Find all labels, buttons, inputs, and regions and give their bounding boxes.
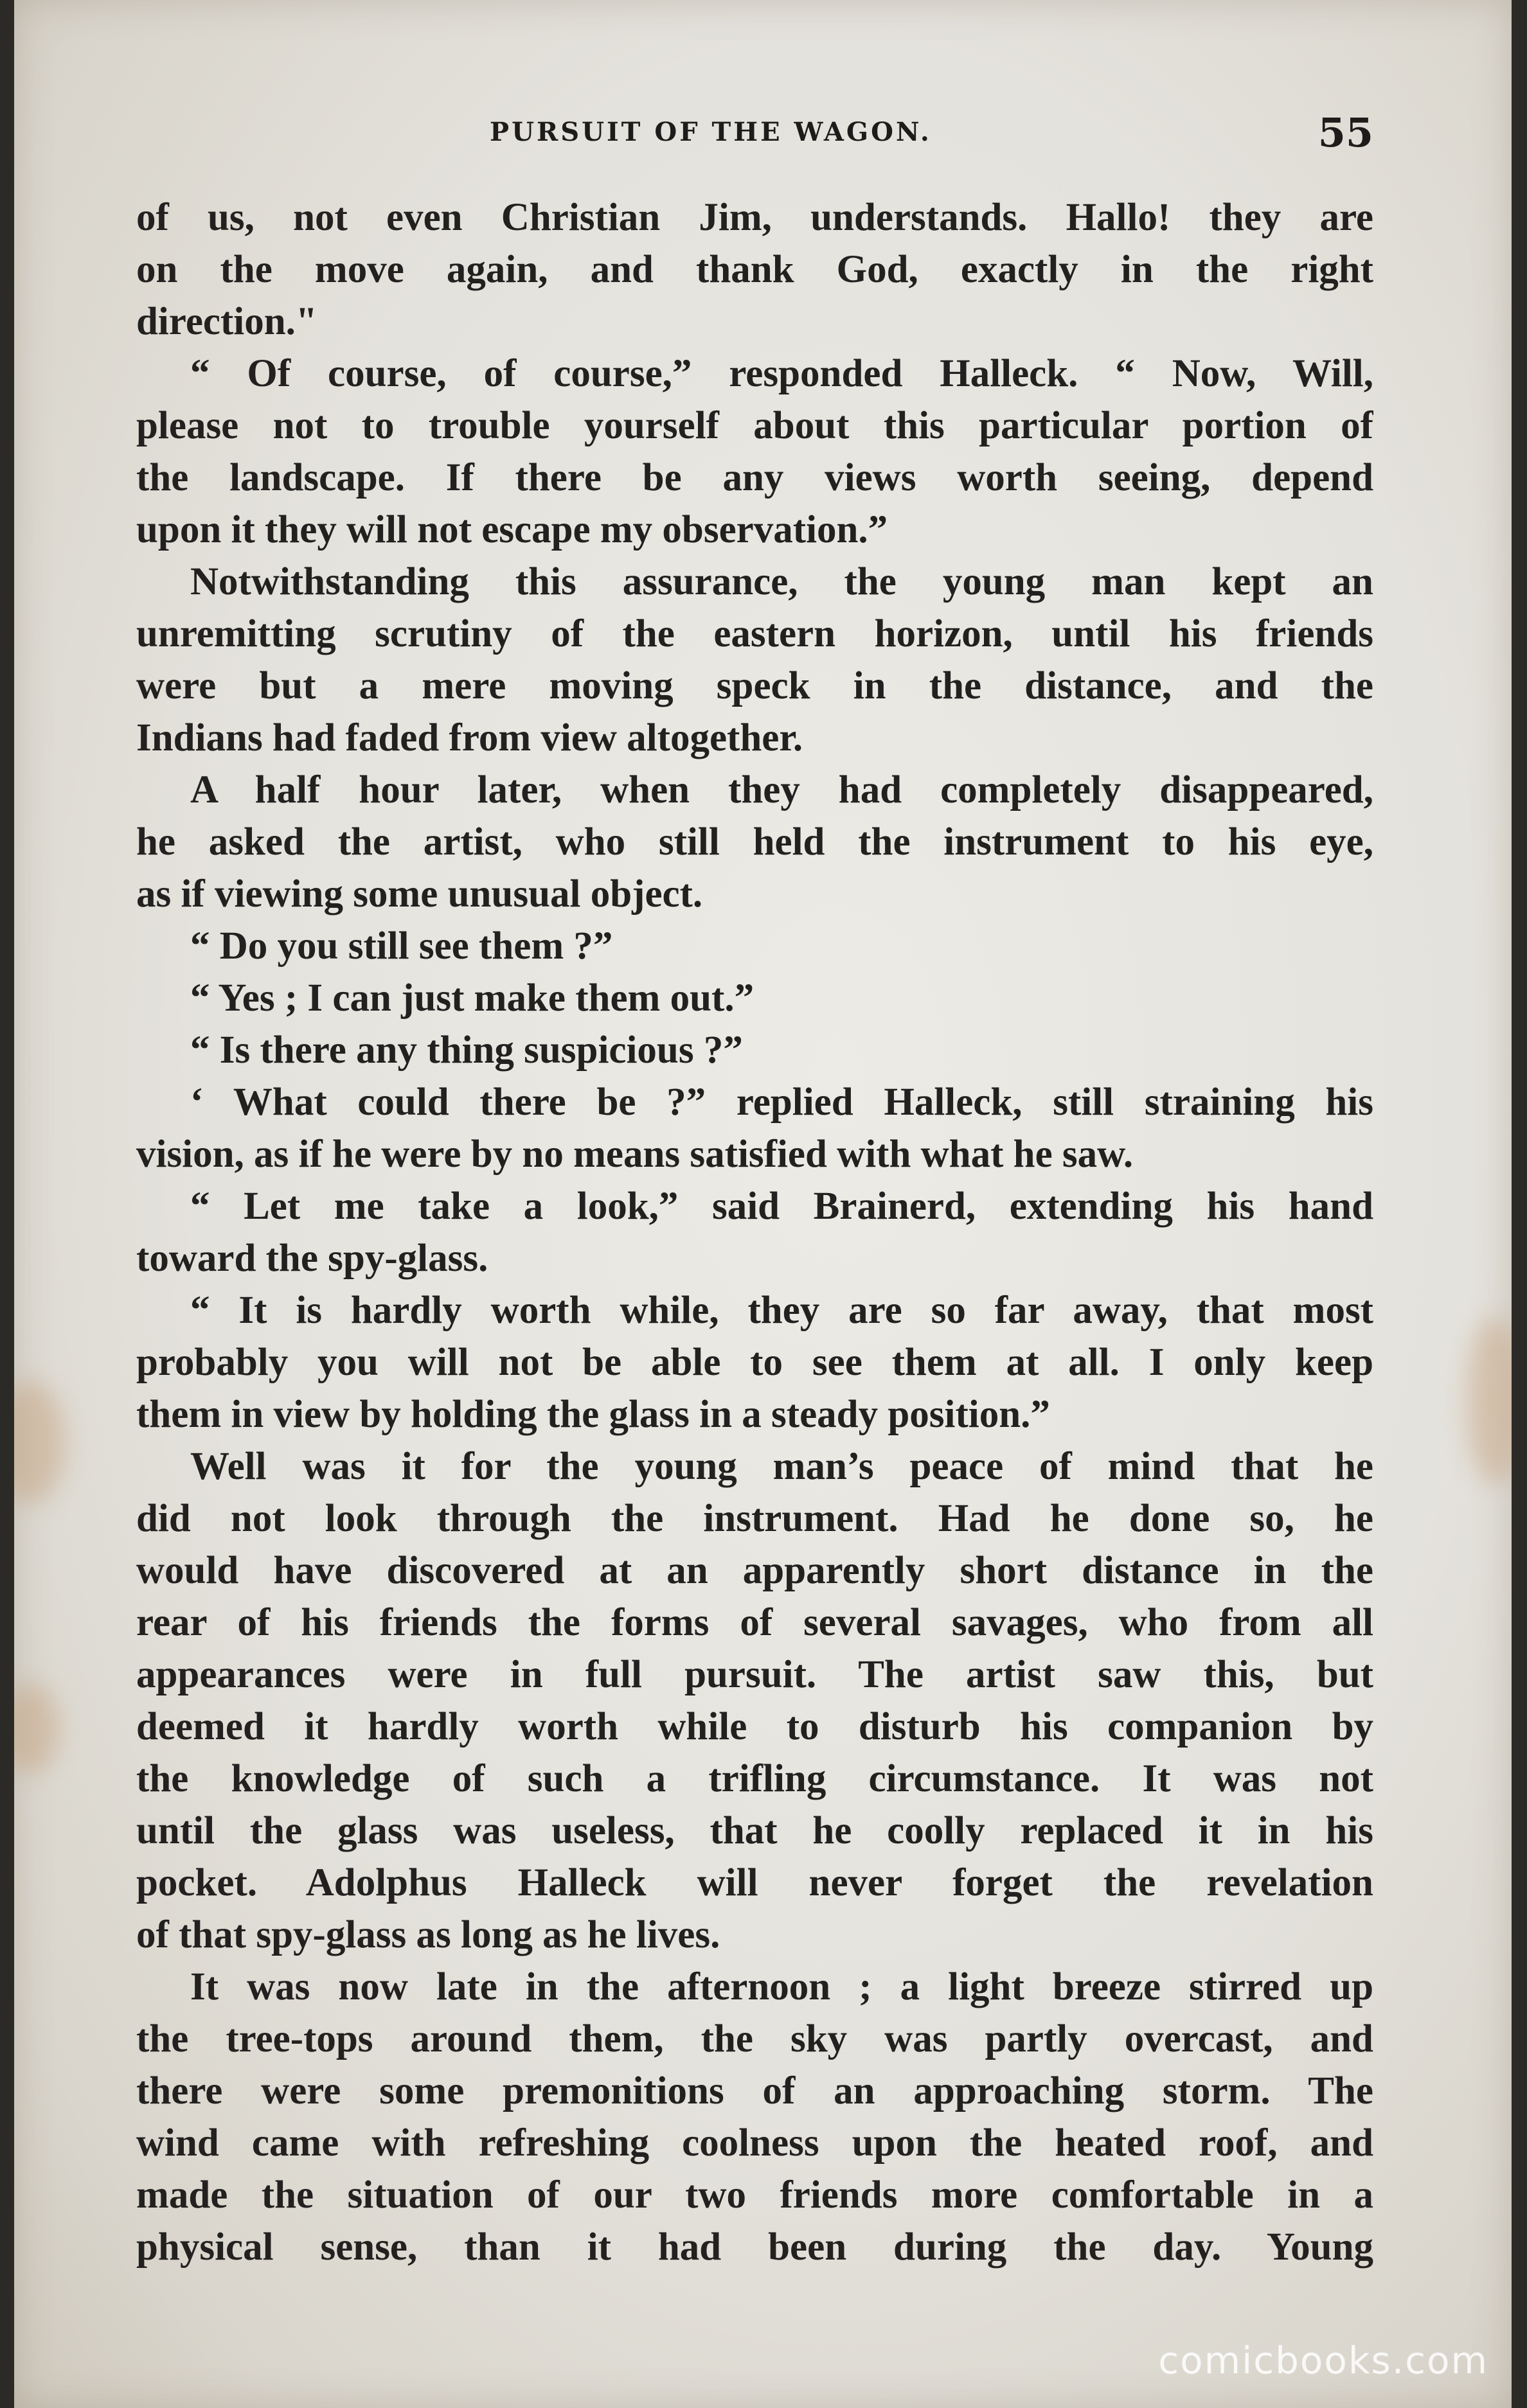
- text-line: vision, as if he were by no means satisfied with what he saw.: [136, 1133, 1134, 1176]
- text-line: unremitting scrutiny of the eastern horizon, until his friends: [136, 612, 1373, 655]
- text-line: were but a mere moving speck in the distance, and the: [136, 664, 1373, 707]
- page-number: 55: [1317, 109, 1373, 156]
- text-line: them in view by holding the glass in a steady position.”: [136, 1393, 1050, 1436]
- text-line: physical sense, than it had been during the day. Young: [136, 2226, 1373, 2269]
- page-header: [136, 109, 1373, 161]
- text-line: probably you will not be able to see them at all. I only keep: [136, 1341, 1373, 1384]
- text-line: “ It is hardly worth while, they are so far away, that most: [190, 1289, 1373, 1332]
- text-line: “ Of course, of course,” responded Halleck. “ Now, Will,: [190, 352, 1373, 395]
- text-line: there were some premonitions of an approaching storm. The: [136, 2069, 1373, 2112]
- text-line: the knowledge of such a trifling circumstance. It was not: [136, 1757, 1373, 1800]
- text-line: “ Let me take a look,” said Brainerd, extending his hand: [190, 1185, 1373, 1228]
- text-line: upon it they will not escape my observation.”: [136, 508, 888, 551]
- watermark: comicbooks.com: [1158, 2339, 1488, 2382]
- body-text: [136, 191, 1373, 2273]
- text-line: on the move again, and thank God, exactly in the right: [136, 248, 1373, 291]
- text-line: It was now late in the afternoon ; a light breeze stirred up: [190, 1965, 1373, 2008]
- book-page: [14, 0, 1512, 2408]
- text-line: ‘ What could there be ?” replied Halleck, still straining his: [190, 1081, 1373, 1124]
- text-line: direction.": [136, 300, 317, 343]
- text-line: rear of his friends the forms of several savages, who from all: [136, 1601, 1373, 1644]
- text-line: pocket. Adolphus Halleck will never forget the revelation: [136, 1861, 1373, 1904]
- text-line: of that spy-glass as long as he lives.: [136, 1913, 720, 1956]
- text-line: Indians had faded from view altogether.: [136, 716, 803, 759]
- foxing-stain: [14, 1381, 66, 1503]
- text-line: please not to trouble yourself about this particular portion of: [136, 404, 1373, 447]
- text-line: appearances were in full pursuit. The artist saw this, but: [136, 1653, 1373, 1696]
- text-line: until the glass was useless, that he coolly replaced it in his: [136, 1809, 1373, 1852]
- text-line: toward the spy-glass.: [136, 1237, 488, 1280]
- text-line: he asked the artist, who still held the instrument to his eye,: [136, 820, 1373, 863]
- text-line: did not look through the instrument. Had he done so, he: [136, 1497, 1373, 1540]
- text-line: the tree-tops around them, the sky was partly overcast, and: [136, 2017, 1373, 2060]
- text-line: as if viewing some unusual object.: [136, 872, 703, 916]
- foxing-stain: [1467, 1317, 1512, 1484]
- text-line: “ Is there any thing suspicious ?”: [190, 1029, 743, 1072]
- text-line: of us, not even Christian Jim, understands. Hallo! they are: [136, 196, 1373, 239]
- text-line: “ Do you still see them ?”: [190, 925, 613, 968]
- foxing-stain: [14, 1683, 59, 1773]
- text-line: the landscape. If there be any views worth seeing, depend: [136, 456, 1373, 499]
- text-line: A half hour later, when they had completely disappeared,: [190, 768, 1373, 811]
- text-line: would have discovered at an apparently short distance in the: [136, 1549, 1373, 1592]
- text-line: Well was it for the young man’s peace of mind that he: [190, 1445, 1373, 1488]
- text-line: “ Yes ; I can just make them out.”: [190, 977, 755, 1020]
- text-line: Notwithstanding this assurance, the young man kept an: [190, 560, 1373, 603]
- text-line: deemed it hardly worth while to disturb his companion by: [136, 1705, 1373, 1748]
- text-line: made the situation of our two friends more comfortable in a: [136, 2173, 1373, 2217]
- text-line: wind came with refreshing coolness upon the heated roof, and: [136, 2121, 1373, 2165]
- running-head: PURSUIT OF THE WAGON.: [490, 117, 932, 147]
